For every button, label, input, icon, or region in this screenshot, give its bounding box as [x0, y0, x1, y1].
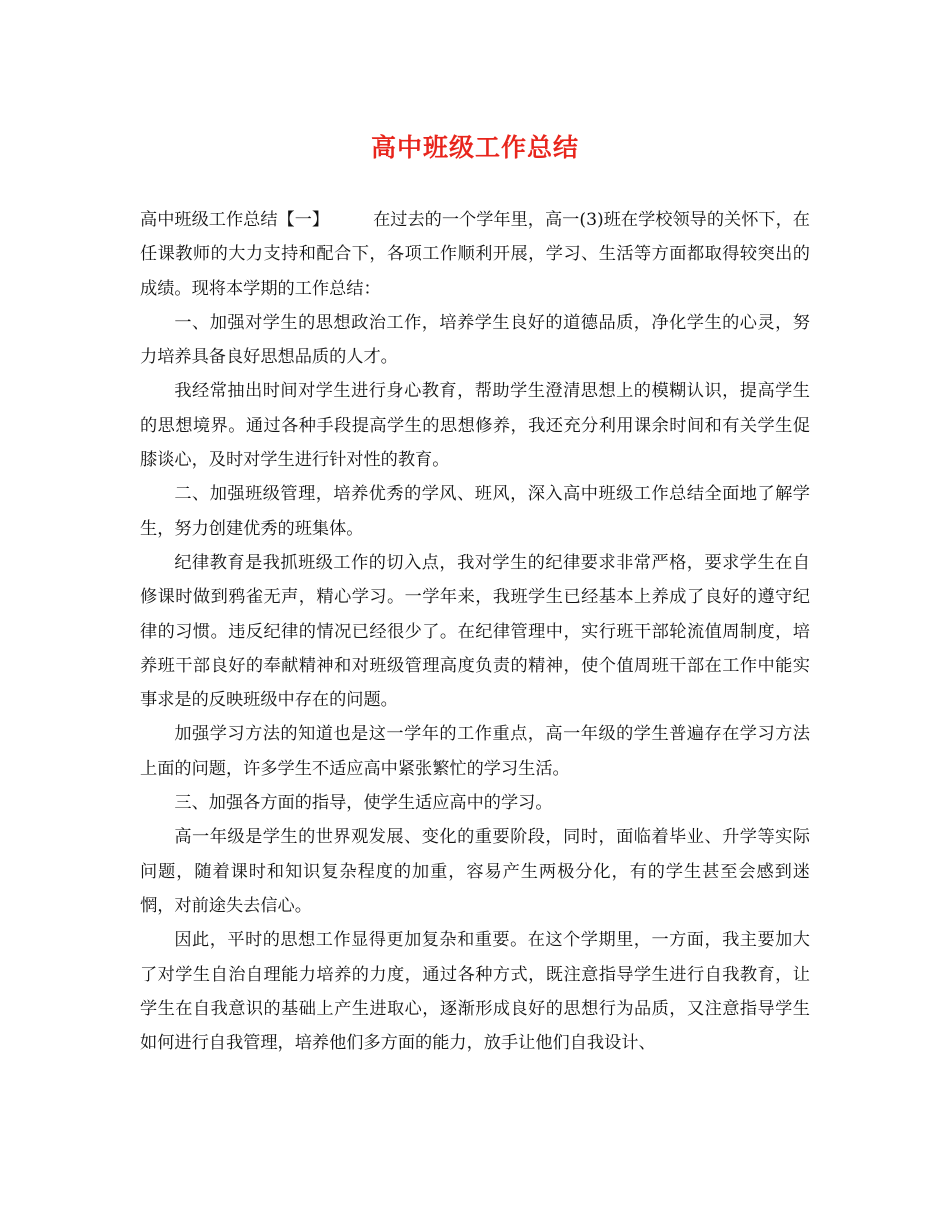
- paragraph: 因此，平时的思想工作显得更加复杂和重要。在这个学期里，一方面，我主要加大了对学生自治自理能力培养的力度，通过各种方式，既注意指导学生进行自我教育，让学生在自我意识的基础上产生进取心，逐渐形成良好的思想行为品质，又注意指导学生如何进行自我管理，培养他们多方面的能力，放手让他们自我设计、: [140, 930, 810, 1054]
- paragraph-section-three: 三、加强各方面的指导，使学生适应高中的学习。: [174, 793, 553, 814]
- document-title: 高中班级工作总结: [370, 133, 579, 162]
- paragraph: 我经常抽出时间对学生进行身心教育，帮助学生澄清思想上的模糊认识，提高学生的思想境界。通过各种手段提高学生的思想修养，我还充分利用课余时间和有关学生促膝谈心，及时对学生进行针对性的教育。: [140, 381, 810, 471]
- paragraph-section-two: 二、加强班级管理，培养优秀的学风、班风，深入高中班级工作总结全面地了解学生，努力创建优秀的班集体。: [140, 484, 810, 539]
- paragraph: 高一年级是学生的世界观发展、变化的重要阶段，同时，面临着毕业、升学等实际问题，随着课时和知识复杂程度的加重，容易产生两极分化，有的学生甚至会感到迷惘，对前途失去信心。: [140, 827, 810, 916]
- paragraph-section-one: 一、加强对学生的思想政治工作，培养学生良好的道德品质，净化学生的心灵，努力培养具备良好思想品质的人才。: [140, 312, 810, 368]
- paragraph: 加强学习方法的知道也是这一学年的工作重点，高一年级的学生普遍存在学习方法上面的问题，许多学生不适应高中紧张繁忙的学习生活。: [140, 724, 810, 779]
- paragraph: 纪律教育是我抓班级工作的切入点，我对学生的纪律要求非常严格，要求学生在自修课时做到鸦雀无声，精心学习。一学年来，我班学生已经基本上养成了良好的遵守纪律的习惯。违反纪律的情况已经很少了。在纪律管理中，实行班干部轮流值周制度，培养班干部良好的奉献精神和对班级管理高度负责的精神，使个值周班干部在工作中能实事求是的反映班级中存在的问题。: [140, 552, 810, 711]
- lead-paragraph: [140, 203, 810, 306]
- lead-text: 在过去的一个学年里，高一(3)班在学校领导的关怀下，在任课教师的大力支持和配合下，各项工作顺利开展，学习、生活等方面都取得较突出的成绩。现将本学期的工作总结：: [140, 210, 810, 299]
- lead-heading: 高中班级工作总结【一】: [140, 210, 330, 230]
- document-body: [140, 203, 810, 1060]
